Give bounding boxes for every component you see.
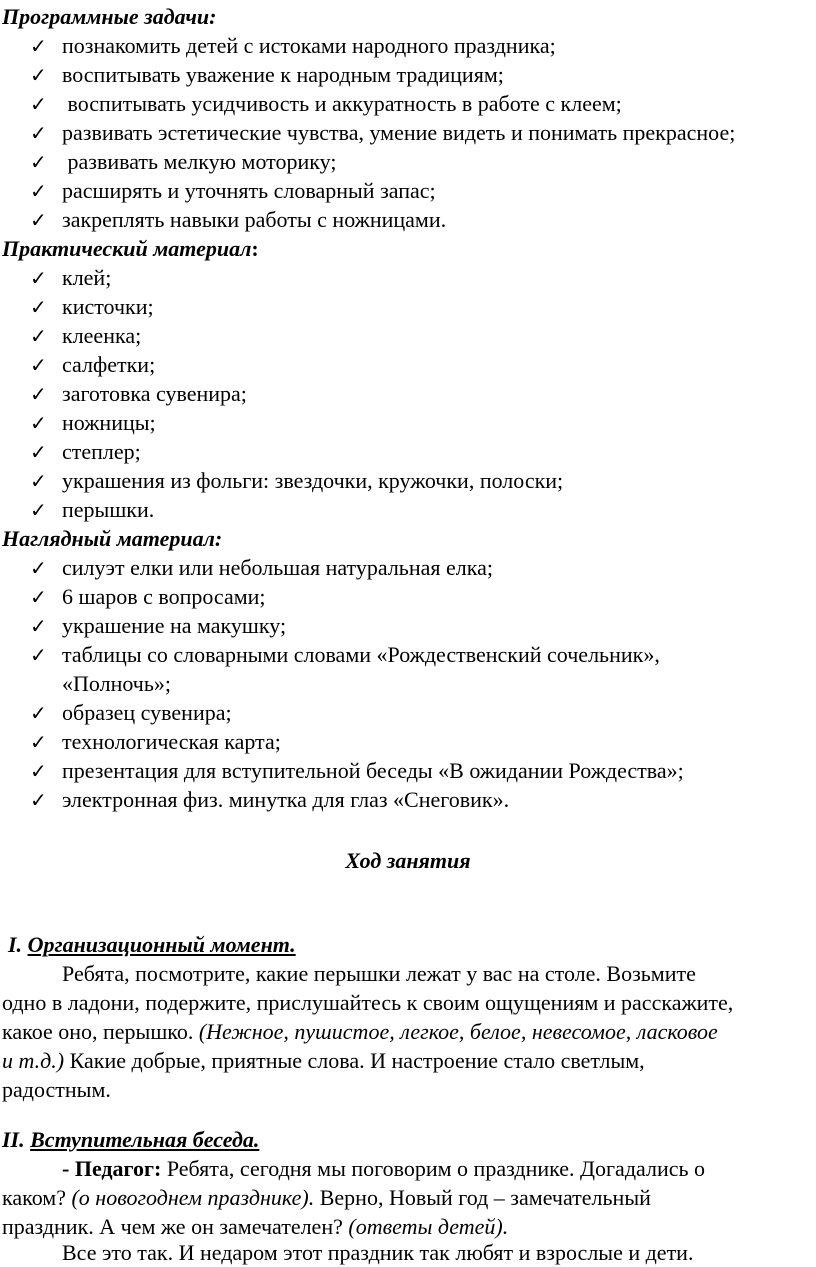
check-icon: ✓ xyxy=(30,556,47,580)
check-icon: ✓ xyxy=(30,788,47,812)
list-item: ✓ познакомить детей с истоками народного праздника; xyxy=(30,31,556,61)
check-icon: ✓ xyxy=(30,382,47,406)
section-heading-2: II. Вступительная беседа. xyxy=(2,1127,260,1152)
list-item: ✓ технологическая карта; xyxy=(30,727,281,757)
paragraph-line: одно в ладони, подержите, прислушайтесь к своим ощущениям и расскажите, xyxy=(2,990,734,1015)
list-item: ✓ степлер; xyxy=(30,437,141,467)
list-item: ✓ воспитывать усидчивость и аккуратность в работе с клеем; xyxy=(30,89,622,119)
check-icon: ✓ xyxy=(30,730,47,754)
check-icon: ✓ xyxy=(30,701,47,725)
check-icon: ✓ xyxy=(30,498,47,522)
check-icon: ✓ xyxy=(30,121,47,145)
check-icon: ✓ xyxy=(30,324,47,348)
check-icon: ✓ xyxy=(30,179,47,203)
check-icon: ✓ xyxy=(30,266,47,290)
check-icon: ✓ xyxy=(30,614,47,638)
paragraph-line: Все это так. И недаром этот праздник так любят и взрослые и дети. xyxy=(62,1240,694,1265)
check-icon: ✓ xyxy=(30,208,47,232)
check-icon: ✓ xyxy=(30,63,47,87)
practical-heading: Практический материал: xyxy=(2,236,259,261)
list-item: ✓ воспитывать уважение к народным традициям; xyxy=(30,60,504,90)
check-icon: ✓ xyxy=(30,585,47,609)
section-heading-1: I. Организационный момент. xyxy=(8,932,296,957)
check-icon: ✓ xyxy=(30,295,47,319)
list-item: ✓ расширять и уточнять словарный запас; xyxy=(30,176,436,206)
paragraph-line: и т.д.) Какие добрые, приятные слова. И настроение стало светлым, xyxy=(2,1048,645,1073)
list-item: ✓ образец сувенира; xyxy=(30,698,232,728)
list-item: ✓ закреплять навыки работы с ножницами. xyxy=(30,205,446,235)
list-item: ✓ клей; xyxy=(30,263,111,293)
list-item: ✓ 6 шаров с вопросами; xyxy=(30,582,266,612)
list-item: ✓ украшения из фольги: звездочки, кружочки, полоски; xyxy=(30,466,563,496)
list-item: ✓ кисточки; xyxy=(30,292,154,322)
paragraph-line: радостным. xyxy=(2,1077,111,1102)
check-icon: ✓ xyxy=(30,411,47,435)
list-item: ✓ заготовка сувенира; xyxy=(30,379,247,409)
list-item: ✓ салфетки; xyxy=(30,350,155,380)
check-icon: ✓ xyxy=(30,759,47,783)
list-item: ✓ развивать мелкую моторику; xyxy=(30,147,336,177)
paragraph-line: праздник. А чем же он замечателен? (ответы детей). xyxy=(2,1214,509,1239)
lesson-title: Ход занятия xyxy=(345,848,471,873)
visual-heading: Наглядный материал: xyxy=(2,526,223,551)
check-icon: ✓ xyxy=(30,34,47,58)
check-icon: ✓ xyxy=(30,643,47,667)
list-item: ✓ клеенка; xyxy=(30,321,141,351)
check-icon: ✓ xyxy=(30,353,47,377)
list-item-continuation: «Полночь»; xyxy=(62,671,171,696)
paragraph-line: Ребята, посмотрите, какие перышки лежат у вас на столе. Возьмите xyxy=(62,961,696,986)
list-item: ✓ перышки. xyxy=(30,495,154,525)
list-item: ✓ электронная физ. минутка для глаз «Снеговик». xyxy=(30,785,509,815)
paragraph-line: какое оно, перышко. (Нежное, пушистое, легкое, белое, невесомое, ласковое xyxy=(2,1019,718,1044)
check-icon: ✓ xyxy=(30,92,47,116)
paragraph-line: - Педагог: Ребята, сегодня мы поговорим о празднике. Догадались о xyxy=(62,1156,706,1181)
list-item: ✓ развивать эстетические чувства, умение видеть и понимать прекрасное; xyxy=(30,118,735,148)
list-item: ✓ украшение на макушку; xyxy=(30,611,286,641)
list-item: ✓ силуэт елки или небольшая натуральная елка; xyxy=(30,553,493,583)
check-icon: ✓ xyxy=(30,440,47,464)
list-item: ✓ ножницы; xyxy=(30,408,156,438)
paragraph-line: каком? (о новогоднем празднике). Верно, Новый год – замечательный xyxy=(2,1185,651,1210)
list-item: ✓ таблицы со словарными словами «Рождественский сочельник», xyxy=(30,640,660,670)
check-icon: ✓ xyxy=(30,150,47,174)
goals-heading: Программные задачи: xyxy=(2,4,217,29)
list-item: ✓ презентация для вступительной беседы «В ожидании Рождества»; xyxy=(30,756,684,786)
check-icon: ✓ xyxy=(30,469,47,493)
